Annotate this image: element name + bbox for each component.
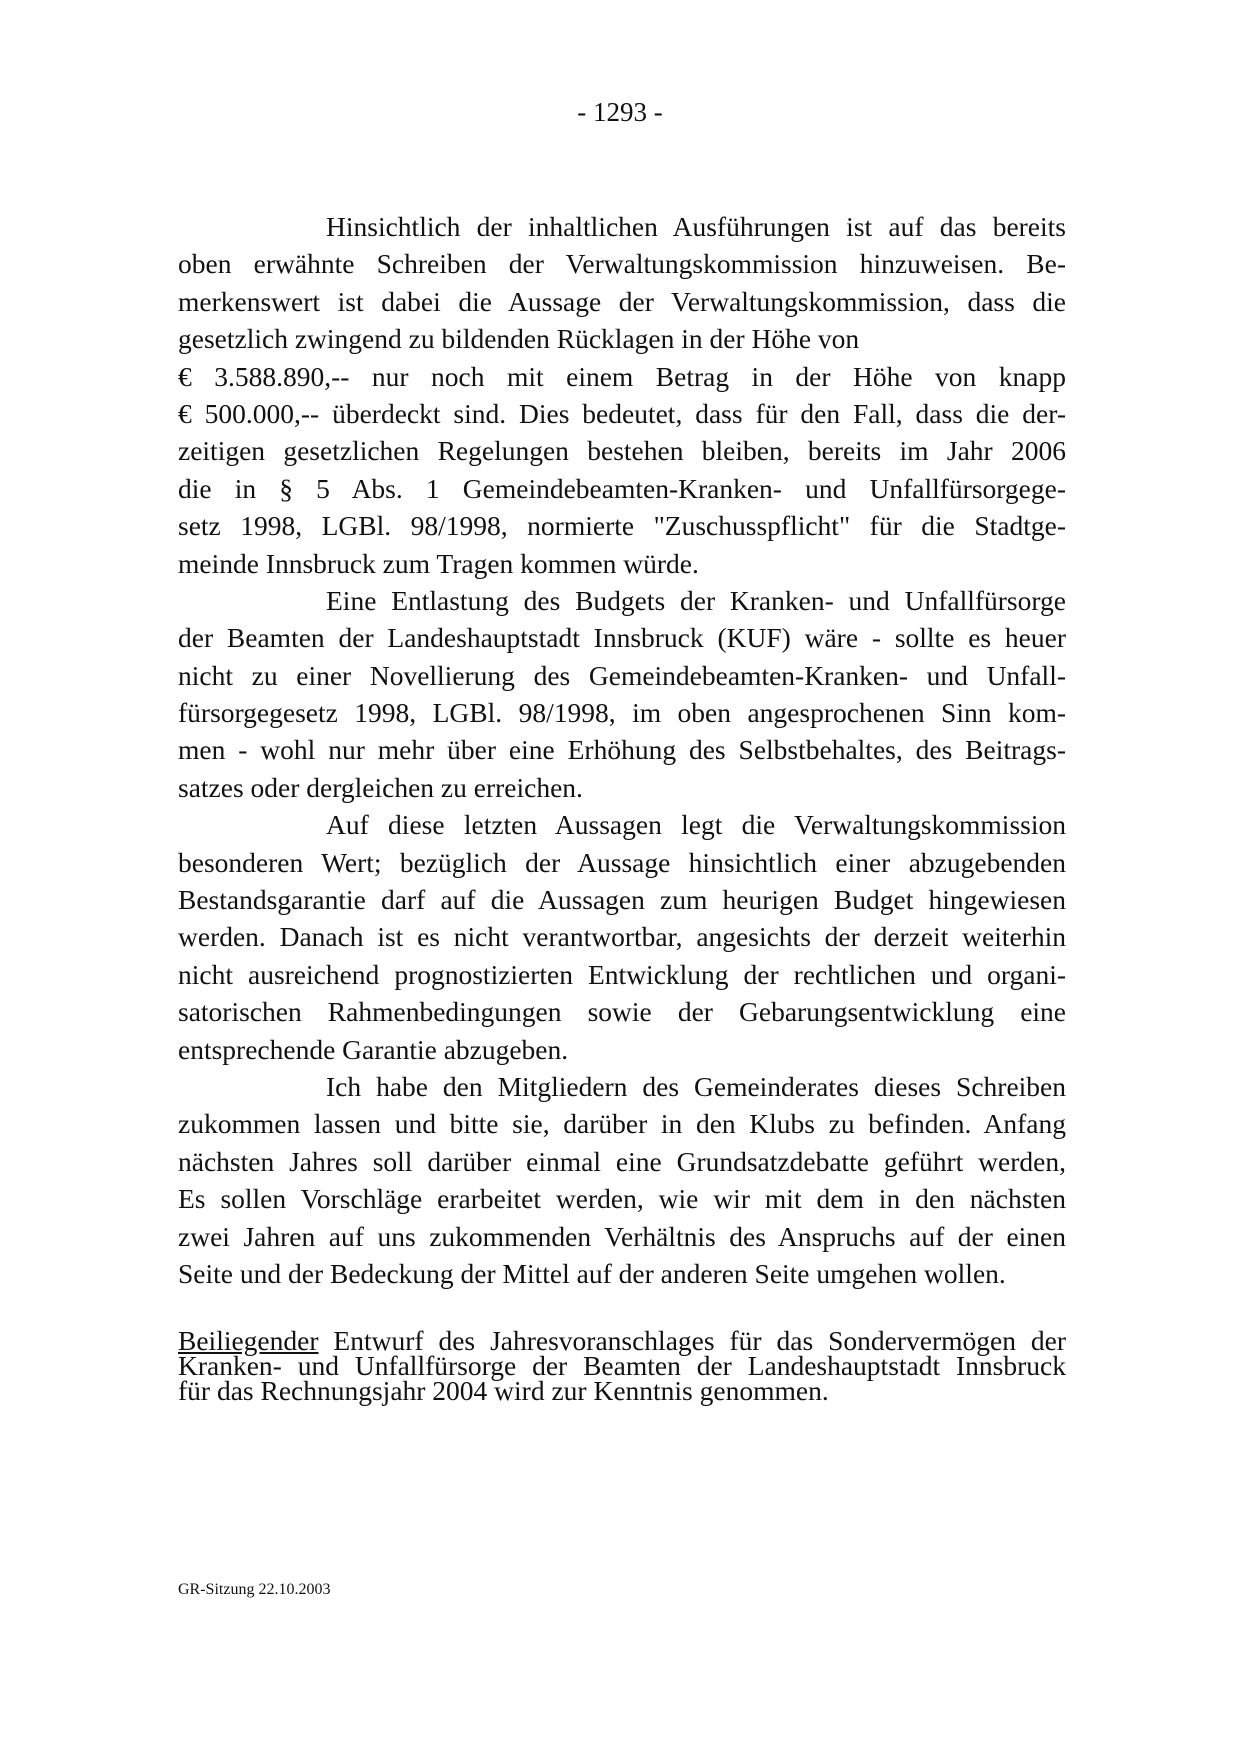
paragraph-3 (178, 806, 1066, 1068)
paragraph-line: nächsten Jahres soll darüber einmal eine Grundsatzdebatte geführt werden, (178, 1145, 1066, 1177)
paragraph-line: zeitigen gesetzlichen Regelungen bestehen bleiben, bereits im Jahr 2006 (178, 435, 1066, 467)
resolution-line: für das Rechnungsjahr 2004 wird zur Kenntnis genommen. (178, 1375, 829, 1406)
paragraph-line: Seite und der Bedeckung der Mittel auf der anderen Seite umgehen wollen. (178, 1257, 1006, 1289)
paragraph-line: zukommen lassen und bitte sie, darüber in den Klubs zu befinden. Anfang (178, 1108, 1066, 1140)
paragraph-line: der Beamten der Landeshauptstadt Innsbruck (KUF) wäre - sollte es heuer (178, 622, 1066, 654)
paragraph-line: Hinsichtlich der inhaltlichen Ausführungen ist auf das bereits (326, 211, 1066, 242)
paragraph-line: nicht ausreichend prognostizierten Entwicklung der rechtlichen und organi- (178, 958, 1066, 990)
paragraph-line: Auf diese letzten Aussagen legt die Verwaltungskommission (326, 809, 1066, 841)
paragraph-line: gesetzlich zwingend zu bildenden Rücklagen in der Höhe von (178, 323, 860, 355)
paragraph-line: nicht zu einer Novellierung des Gemeindebeamten-Kranken- und Unfall- (178, 659, 1066, 691)
paragraph-line: oben erwähnte Schreiben der Verwaltungskommission hinzuweisen. Be- (178, 248, 1066, 280)
paragraph-line: € 500.000,-- überdeckt sind. Dies bedeutet, dass für den Fall, dass die der- (178, 397, 1066, 429)
paragraph-4 (178, 1068, 1066, 1292)
paragraph-line: € 3.588.890,-- nur noch mit einem Betrag in der Höhe von knapp (178, 360, 1066, 392)
body-text (178, 208, 1066, 1292)
resolution-underlined-word: Beiliegender (178, 1325, 319, 1356)
resolution-line1-rest: Entwurf des Jahresvoranschlages für das Sondervermögen der (318, 1325, 1066, 1356)
resolution-statement (178, 1325, 1066, 1406)
paragraph-line: Eine Entlastung des Budgets der Kranken- und Unfallfürsorge (326, 584, 1066, 616)
paragraph-line: satzes oder dergleichen zu erreichen. (178, 771, 583, 803)
paragraph-line: werden. Danach ist es nicht verantwortbar, angesichts der derzeit weiterhin (178, 921, 1066, 953)
paragraph-line: Ich habe den Mitgliedern des Gemeinderates dieses Schreiben (326, 1070, 1066, 1102)
paragraph-line: besonderen Wert; bezüglich der Aussage hinsichtlich einer abzugebenden (178, 846, 1066, 878)
paragraph-line: setz 1998, LGBl. 98/1998, normierte "Zuschusspflicht" für die Stadtge- (178, 510, 1066, 542)
paragraph-line: entsprechende Garantie abzugeben. (178, 1033, 569, 1065)
paragraph-line: fürsorgegesetz 1998, LGBl. 98/1998, im oben angesprochenen Sinn kom- (178, 697, 1066, 729)
paragraph-1 (178, 208, 1066, 582)
paragraph-line: die in § 5 Abs. 1 Gemeindebeamten-Kranken- und Unfallfürsorgege- (178, 472, 1066, 504)
footer-session-date: GR-Sitzung 22.10.2003 (178, 1581, 331, 1598)
paragraph-line: men - wohl nur mehr über eine Erhöhung des Selbstbehaltes, des Beitrags- (178, 734, 1066, 766)
paragraph-line: meinde Innsbruck zum Tragen kommen würde. (178, 547, 699, 579)
paragraph-line: zwei Jahren auf uns zukommenden Verhältnis des Anspruchs auf der einen (178, 1220, 1066, 1252)
paragraph-line: satorischen Rahmenbedingungen sowie der Gebarungsentwicklung eine (178, 996, 1066, 1028)
paragraph-line: Bestandsgarantie darf auf die Aussagen zum heurigen Budget hingewiesen (178, 884, 1066, 916)
page-number: - 1293 - (577, 97, 663, 127)
paragraph-2 (178, 582, 1066, 806)
resolution-line: Kranken- und Unfallfürsorge der Beamten der Landeshauptstadt Innsbruck (178, 1350, 1066, 1381)
paragraph-line: Es sollen Vorschläge erarbeitet werden, wie wir mit dem in den nächsten (178, 1183, 1066, 1215)
paragraph-line: merkenswert ist dabei die Aussage der Verwaltungskommission, dass die (178, 285, 1066, 317)
